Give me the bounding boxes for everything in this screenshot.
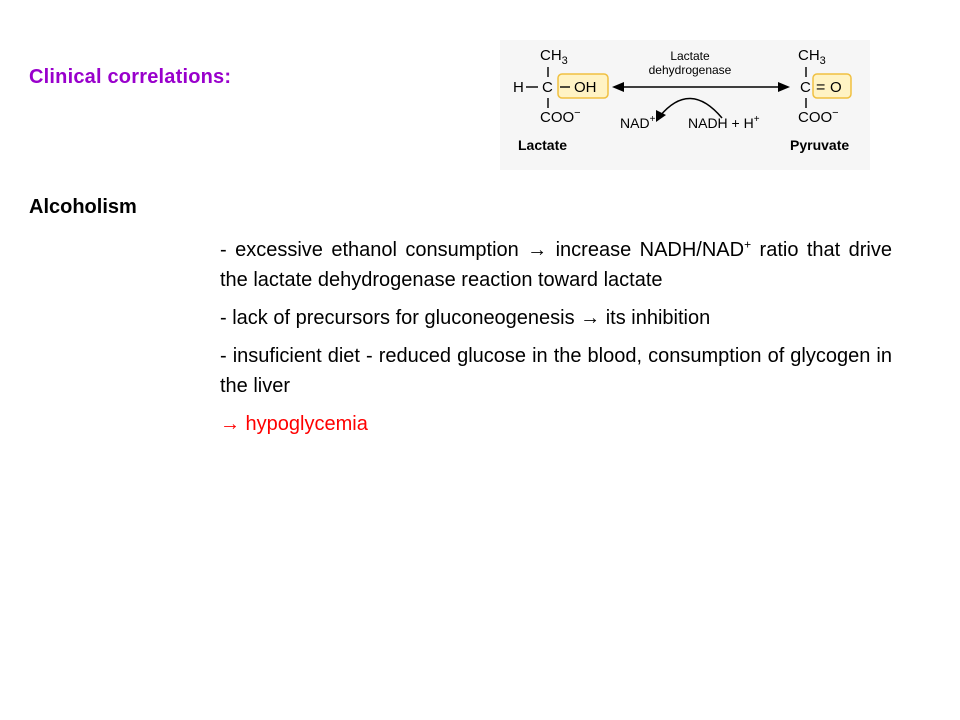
pyruvate-ch3-label: $CH_3$ [798,47,826,67]
bullet-insufficient-diet: - insuficient diet - reduced glucose in the blood, consumption of glycogen in the liver [220,345,892,397]
lactate-h-label: H [513,79,524,96]
cofactor-nad-label: NAD+ [620,114,656,131]
lactate-name-label: Lactate [518,137,568,153]
cofactor-nadh-label: NADH + H+ [688,114,760,131]
slide-title: Clinical correlations: [29,66,232,88]
lactate-oh-label: OH [574,79,597,96]
superscript: + [744,237,752,252]
bullet-text: - excessive ethanol consumption → increase NADH/NAD [220,239,745,261]
pyruvate-name-label: Pyruvate [790,137,850,153]
enzyme-name-line2: dehydrogenase [648,63,732,77]
pyruvate-coo-label: COO− [798,107,839,126]
bullet-ethanol-consumption [220,235,892,295]
lactate-coo-label: COO− [540,107,581,126]
lactate-ch3-label: $CH_3$ [540,47,568,67]
lactate-c-label: C [542,79,553,96]
bullet-gluconeogenesis: - lack of precursors for gluconeogenesis → its inhibition [220,307,711,329]
lactate-dehydrogenase-reaction-figure [500,40,870,170]
pyruvate-double-bond-label: = [816,79,826,96]
enzyme-name-line1: Lactate [670,49,710,63]
reaction-diagram [500,40,870,170]
bullet-list [220,235,892,447]
pyruvate-o-label: O [830,79,842,96]
section-heading: Alcoholism [29,196,137,218]
pyruvate-c-label: C [800,79,811,96]
bullet-text-continued: ratio that drive the lactate dehydrogenase reaction toward lactate [220,239,892,291]
conclusion-hypoglycemia: → hypoglycemia [220,413,368,435]
